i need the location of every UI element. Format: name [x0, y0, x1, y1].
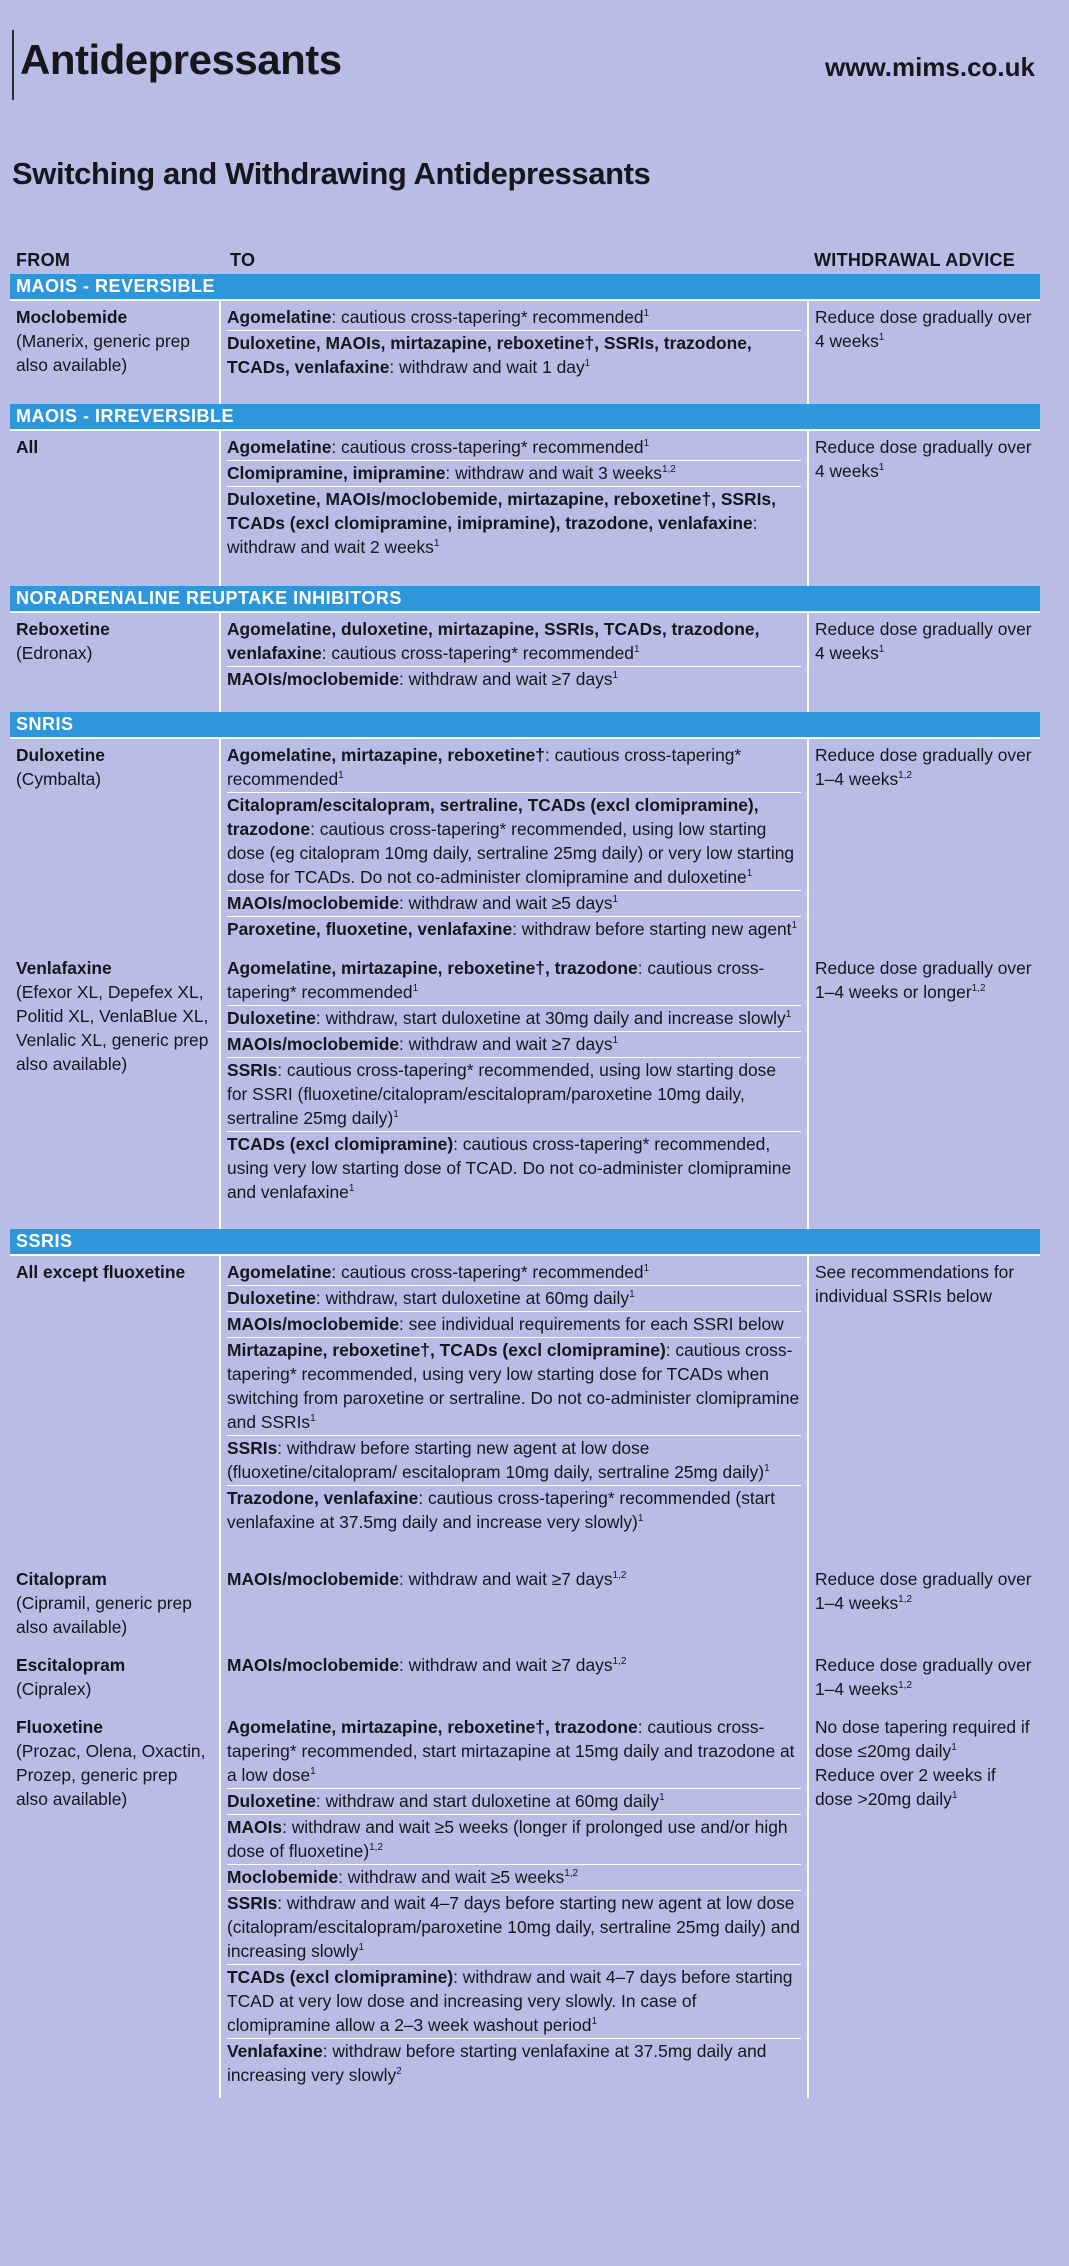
- drug-name: Citalopram: [16, 1569, 107, 1589]
- switch-entry: [227, 1715, 801, 1789]
- advice-cell: [808, 738, 1040, 952]
- group-label: MAOIS - REVERSIBLE: [10, 274, 1040, 300]
- footnote-ref: 1,2: [661, 464, 676, 476]
- header-rule: [12, 30, 14, 100]
- brand-names: (Edronax): [16, 643, 93, 663]
- section-title: Switching and Withdrawing Antidepressants: [12, 156, 651, 191]
- withdrawal-advice: See recommendations for individual SSRIs below: [815, 1262, 1015, 1306]
- switch-instruction: : withdraw and wait ≥7 days: [399, 1569, 613, 1589]
- drug-name: Fluoxetine: [16, 1717, 103, 1737]
- brand-names: (Cymbalta): [16, 769, 102, 789]
- footnote-ref: 1: [637, 1513, 644, 1525]
- table-row: [10, 738, 1040, 952]
- target-drugs: Agomelatine, mirtazapine, reboxetine†, trazodone: [227, 1717, 638, 1737]
- footnote-ref: 1: [764, 1463, 770, 1475]
- withdrawal-advice: Reduce over 2 weeks if dose >20mg daily$^1$: [815, 1765, 996, 1809]
- to-cell: [220, 952, 808, 1229]
- target-drugs: Duloxetine: [227, 1008, 316, 1028]
- footnote-ref: 1: [348, 1183, 355, 1195]
- brand-names: (Cipralex): [16, 1679, 92, 1699]
- switch-instruction: : withdraw and start duloxetine at 60mg daily: [315, 1791, 660, 1811]
- to-cell: [220, 300, 808, 404]
- target-drugs: SSRIs: [227, 1438, 278, 1458]
- footnote-ref: 1: [878, 644, 885, 656]
- withdrawal-advice: No dose tapering required if dose ≤20mg daily$^1$: [815, 1717, 1030, 1761]
- switch-entry: [227, 1815, 801, 1865]
- target-drugs: Agomelatine, duloxetine, mirtazapine, SSRIs, TCADs, trazodone, venlafaxine: [227, 619, 760, 663]
- from-cell: [10, 952, 220, 1229]
- group-label: SNRIS: [10, 712, 1040, 738]
- brand-names: (Efexor XL, Depefex XL, Politid XL, VenlaBlue XL, Venlalic XL, generic prep also available): [16, 982, 209, 1074]
- switch-instruction: : withdraw before starting new agent: [512, 919, 792, 939]
- switch-instruction: : cautious cross-tapering* recommended, using low starting dose for SSRI (fluoxetine/citalopram/escitalopram/paroxetine 10mg daily, sertraline 25mg daily): [227, 1060, 777, 1128]
- withdrawal-advice: Reduce dose gradually over 4 weeks$^1$: [815, 437, 1032, 481]
- switch-entry: [227, 1058, 801, 1132]
- brand-names: (Cipramil, generic prep also available): [16, 1593, 192, 1637]
- advice-cell: [808, 1711, 1040, 2098]
- switch-entry: [227, 1567, 801, 1592]
- target-drugs: Mirtazapine, reboxetine†, TCADs (excl clomipramine): [227, 1340, 666, 1360]
- group-band: [10, 712, 1040, 738]
- target-drugs: Duloxetine: [227, 1791, 316, 1811]
- drug-name: Venlafaxine: [16, 958, 112, 978]
- target-drugs: Agomelatine: [227, 1262, 332, 1282]
- footnote-ref: 1,2: [898, 770, 913, 782]
- group-label: SSRIS: [10, 1229, 1040, 1255]
- switch-instruction: : withdraw and wait 1 day: [389, 357, 585, 377]
- switch-entry: [227, 1891, 801, 1965]
- switch-entry: [227, 305, 801, 331]
- target-drugs: Paroxetine, fluoxetine, venlafaxine: [227, 919, 513, 939]
- switch-instruction: : cautious cross-tapering* recommended: [321, 643, 634, 663]
- footnote-ref: 1: [659, 1792, 665, 1804]
- footnote-ref: 1: [951, 1742, 957, 1754]
- switch-entry: [227, 667, 801, 692]
- switch-instruction: : withdraw, start duloxetine at 60mg daily: [315, 1288, 630, 1308]
- group-band: [10, 274, 1040, 300]
- footnote-ref: 1: [310, 1413, 316, 1425]
- page-header: [0, 0, 1069, 100]
- footnote-ref: 1: [358, 1942, 365, 1954]
- withdrawal-advice: Reduce dose gradually over 1–4 weeks$^{1,2}$: [815, 1655, 1032, 1699]
- footnote-ref: 1: [393, 1109, 399, 1121]
- drug-name: Reboxetine: [16, 619, 110, 639]
- switch-entry: [227, 891, 801, 917]
- group-band: [10, 586, 1040, 612]
- switch-entry: [227, 1006, 801, 1032]
- switch-entry: [227, 1286, 801, 1312]
- footnote-ref: 1,2: [564, 1868, 579, 1880]
- withdrawal-advice: Reduce dose gradually over 1–4 weeks$^{1,2}$: [815, 1569, 1032, 1613]
- brand-names: (Manerix, generic prep also available): [16, 331, 190, 375]
- switch-entry: [227, 435, 801, 461]
- footnote-ref: 1: [951, 1790, 958, 1802]
- target-drugs: MAOIs/moclobemide: [227, 1034, 400, 1054]
- footnote-ref: 1,2: [898, 1680, 913, 1692]
- target-drugs: MAOIs/moclobemide: [227, 669, 400, 689]
- advice-cell: [808, 1563, 1040, 1649]
- target-drugs: Duloxetine, MAOIs, mirtazapine, reboxetine†, SSRIs, trazodone, TCADs, venlafaxine: [227, 333, 752, 377]
- target-drugs: Citalopram/escitalopram, sertraline, TCADs (excl clomipramine), trazodone: [227, 795, 759, 839]
- target-drugs: Moclobemide: [227, 1867, 339, 1887]
- target-drugs: Agomelatine, mirtazapine, reboxetine†, trazodone: [227, 958, 638, 978]
- switch-instruction: : withdraw and wait 3 weeks: [445, 463, 662, 483]
- footnote-ref: 1: [310, 1766, 316, 1778]
- switch-instruction: : withdraw, start duloxetine at 30mg daily and increase slowly: [315, 1008, 786, 1028]
- column-header-to: TO: [230, 250, 256, 270]
- footnote-ref: 1: [643, 1263, 650, 1275]
- switch-instruction: : withdraw and wait ≥7 days: [399, 1034, 613, 1054]
- to-cell: [220, 612, 808, 712]
- to-cell: [220, 1649, 808, 1711]
- group-band: [10, 404, 1040, 430]
- advice-cell: [808, 952, 1040, 1229]
- switch-instruction: : withdraw and wait 4–7 days before starting TCAD at very low dose and increasing very slowly. In case of clomipramine allow a 2–3 week washout period: [227, 1967, 793, 2035]
- switch-entry: [227, 1132, 801, 1205]
- from-cell: [10, 612, 220, 712]
- switch-instruction: : withdraw and wait ≥5 days: [399, 893, 613, 913]
- group-label: NORADRENALINE REUPTAKE INHIBITORS: [10, 586, 1040, 612]
- switch-entry: [227, 617, 801, 667]
- column-header-from: FROM: [16, 250, 71, 270]
- from-cell: [10, 1711, 220, 2098]
- from-cell: [10, 1563, 220, 1649]
- from-cell: [10, 738, 220, 952]
- switching-table: [10, 274, 1040, 2098]
- target-drugs: TCADs (excl clomipramine): [227, 1967, 454, 1987]
- footnote-ref: 1: [612, 1035, 619, 1047]
- switch-entry: [227, 1032, 801, 1058]
- switch-entry: [227, 1486, 801, 1535]
- switch-instruction: : cautious cross-tapering* recommended: [227, 958, 765, 1002]
- target-drugs: TCADs (excl clomipramine): [227, 1134, 454, 1154]
- group-label: MAOIS - IRREVERSIBLE: [10, 404, 1040, 430]
- switch-entry: [227, 1338, 801, 1436]
- to-cell: [220, 738, 808, 952]
- switch-entry: [227, 793, 801, 891]
- footnote-ref: 1: [791, 920, 798, 932]
- switch-entry: [227, 956, 801, 1006]
- switch-entry: [227, 461, 801, 487]
- switch-instruction: : withdraw and wait ≥5 weeks (longer if prolonged use and/or high dose of fluoxetine): [227, 1817, 788, 1861]
- footnote-ref: 1: [878, 332, 885, 344]
- target-drugs: Clomipramine, imipramine: [227, 463, 446, 483]
- to-cell: [220, 430, 808, 586]
- target-drugs: SSRIs: [227, 1893, 278, 1913]
- page-title: Antidepressants: [20, 36, 342, 83]
- footnote-ref: 1: [878, 462, 885, 474]
- switch-instruction: : cautious cross-tapering* recommended: [331, 307, 644, 327]
- withdrawal-advice: Reduce dose gradually over 1–4 weeks$^{1,2}$: [815, 745, 1032, 789]
- switch-instruction: : cautious cross-tapering* recommended: [227, 745, 742, 789]
- footnote-ref: 1: [785, 1009, 792, 1021]
- switch-instruction: : withdraw and wait ≥5 weeks: [338, 1867, 565, 1887]
- target-drugs: MAOIs/moclobemide: [227, 1569, 400, 1589]
- table-row: [10, 612, 1040, 712]
- switch-entry: [227, 1436, 801, 1486]
- drug-name: Moclobemide: [16, 307, 128, 327]
- table-row: [10, 1563, 1040, 1649]
- footnote-ref: 1,2: [898, 1594, 913, 1606]
- switch-instruction: : withdraw and wait ≥7 days: [399, 669, 613, 689]
- footnote-ref: 1: [584, 358, 591, 370]
- switch-entry: [227, 1965, 801, 2039]
- drug-name: Escitalopram: [16, 1655, 126, 1675]
- footnote-ref: 1,2: [369, 1842, 384, 1854]
- switch-entry: [227, 487, 801, 560]
- switch-instruction: : cautious cross-tapering* recommended, start mirtazapine at 15mg daily and trazodone at a low dose: [227, 1717, 795, 1785]
- switch-instruction: : cautious cross-tapering* recommended: [331, 1262, 644, 1282]
- advice-cell: [808, 1649, 1040, 1711]
- switch-entry: [227, 1789, 801, 1815]
- withdrawal-advice: Reduce dose gradually over 4 weeks$^1$: [815, 307, 1032, 351]
- footnote-ref: 1,2: [971, 983, 986, 995]
- table-row: [10, 1711, 1040, 2098]
- switch-instruction: : withdraw and wait 4–7 days before starting new agent at low dose (citalopram/escitalopram/paroxetine 10mg daily, sertraline 25mg daily) and increasing slowly: [227, 1893, 800, 1961]
- footnote-ref: 1: [643, 308, 650, 320]
- from-cell: [10, 1255, 220, 1563]
- footnote-ref: 1: [643, 438, 650, 450]
- drug-name: Duloxetine: [16, 745, 105, 765]
- advice-cell: [808, 1255, 1040, 1563]
- footnote-ref: 1,2: [612, 1656, 627, 1668]
- footnote-ref: 1: [612, 670, 619, 682]
- switch-instruction: : see individual requirements for each SSRI below: [399, 1314, 784, 1334]
- footnote-ref: 1: [591, 2016, 597, 2028]
- switch-entry: [227, 2039, 801, 2088]
- target-drugs: MAOIs/moclobemide: [227, 1314, 400, 1334]
- group-band: [10, 1229, 1040, 1255]
- switch-entry: [227, 331, 801, 380]
- switch-instruction: : withdraw before starting new agent at low dose (fluoxetine/citalopram/ escitalopram 10mg daily, sertraline 25mg daily): [227, 1438, 765, 1482]
- table-row: [10, 1649, 1040, 1711]
- switch-instruction: : withdraw and wait 2 weeks: [227, 513, 758, 557]
- target-drugs: SSRIs: [227, 1060, 278, 1080]
- footnote-ref: 1: [433, 538, 440, 550]
- switch-entry: [227, 1865, 801, 1891]
- brand-names: (Prozac, Olena, Oxactin, Prozep, generic prep also available): [16, 1741, 206, 1809]
- advice-cell: [808, 612, 1040, 712]
- switch-entry: [227, 1260, 801, 1286]
- switch-instruction: : withdraw before starting venlafaxine at 37.5mg daily and increasing very slowly: [227, 2041, 767, 2085]
- switch-entry: [227, 743, 801, 793]
- from-cell: [10, 1649, 220, 1711]
- footnote-ref: 1: [746, 868, 753, 880]
- from-cell: [10, 430, 220, 586]
- target-drugs: MAOIs/moclobemide: [227, 893, 400, 913]
- switch-entry: [227, 917, 801, 942]
- footnote-ref: 1: [612, 894, 619, 906]
- table-row: [10, 952, 1040, 1229]
- switch-instruction: : cautious cross-tapering* recommended, using low starting dose (eg citalopram 10mg daily, sertraline 25mg daily) or very low starting dose for TCADs. Do not co-administer clomipramine and duloxetine: [227, 819, 795, 887]
- site-url: www.mims.co.uk: [825, 52, 1035, 82]
- switch-entry: [227, 1653, 801, 1678]
- target-drugs: Agomelatine, mirtazapine, reboxetine†: [227, 745, 545, 765]
- table-row: [10, 1255, 1040, 1563]
- withdrawal-advice: Reduce dose gradually over 4 weeks$^1$: [815, 619, 1032, 663]
- switch-instruction: : withdraw and wait ≥7 days: [399, 1655, 613, 1675]
- table-row: [10, 300, 1040, 404]
- table-row: [10, 430, 1040, 586]
- advice-cell: [808, 300, 1040, 404]
- to-cell: [220, 1255, 808, 1563]
- table-body: [10, 274, 1040, 2098]
- from-cell: [10, 300, 220, 404]
- target-drugs: MAOIs/moclobemide: [227, 1655, 400, 1675]
- target-drugs: Duloxetine, MAOIs/moclobemide, mirtazapine, reboxetine†, SSRIs, TCADs (excl clomipramine, imipramine), trazodone, venlafaxine: [227, 489, 776, 533]
- to-cell: [220, 1711, 808, 2098]
- switch-instruction: : cautious cross-tapering* recommended: [331, 437, 644, 457]
- switch-instruction: : cautious cross-tapering* recommended (start venlafaxine at 37.5mg daily and increase very slowly): [227, 1488, 776, 1532]
- advice-cell: [808, 430, 1040, 586]
- drug-name: All except fluoxetine: [16, 1262, 186, 1282]
- footnote-ref: 1: [633, 644, 640, 656]
- footnote-ref: 1: [629, 1289, 635, 1301]
- target-drugs: Venlafaxine: [227, 2041, 323, 2061]
- footnote-ref: 2: [396, 2066, 402, 2078]
- target-drugs: Trazodone, venlafaxine: [227, 1488, 419, 1508]
- withdrawal-advice: Reduce dose gradually over 1–4 weeks or longer$^{1,2}$: [815, 958, 1032, 1002]
- switch-instruction: : cautious cross-tapering* recommended, using very low starting dose for TCADs when switching from paroxetine or sertraline. Do not co-administer clomipramine and SSRIs: [227, 1340, 800, 1432]
- switch-entry: [227, 1312, 801, 1338]
- target-drugs: MAOIs: [227, 1817, 283, 1837]
- target-drugs: Duloxetine: [227, 1288, 316, 1308]
- target-drugs: Agomelatine: [227, 307, 332, 327]
- target-drugs: Agomelatine: [227, 437, 332, 457]
- footnote-ref: 1,2: [612, 1570, 627, 1582]
- footnote-ref: 1: [412, 983, 419, 995]
- column-header-advice: WITHDRAWAL ADVICE: [814, 250, 1016, 270]
- footnote-ref: 1: [338, 770, 344, 782]
- switch-instruction: : cautious cross-tapering* recommended, using very low starting dose of TCAD. Do not co-administer clomipramine and venlafaxine: [227, 1134, 792, 1202]
- drug-name: All: [16, 437, 39, 457]
- to-cell: [220, 1563, 808, 1649]
